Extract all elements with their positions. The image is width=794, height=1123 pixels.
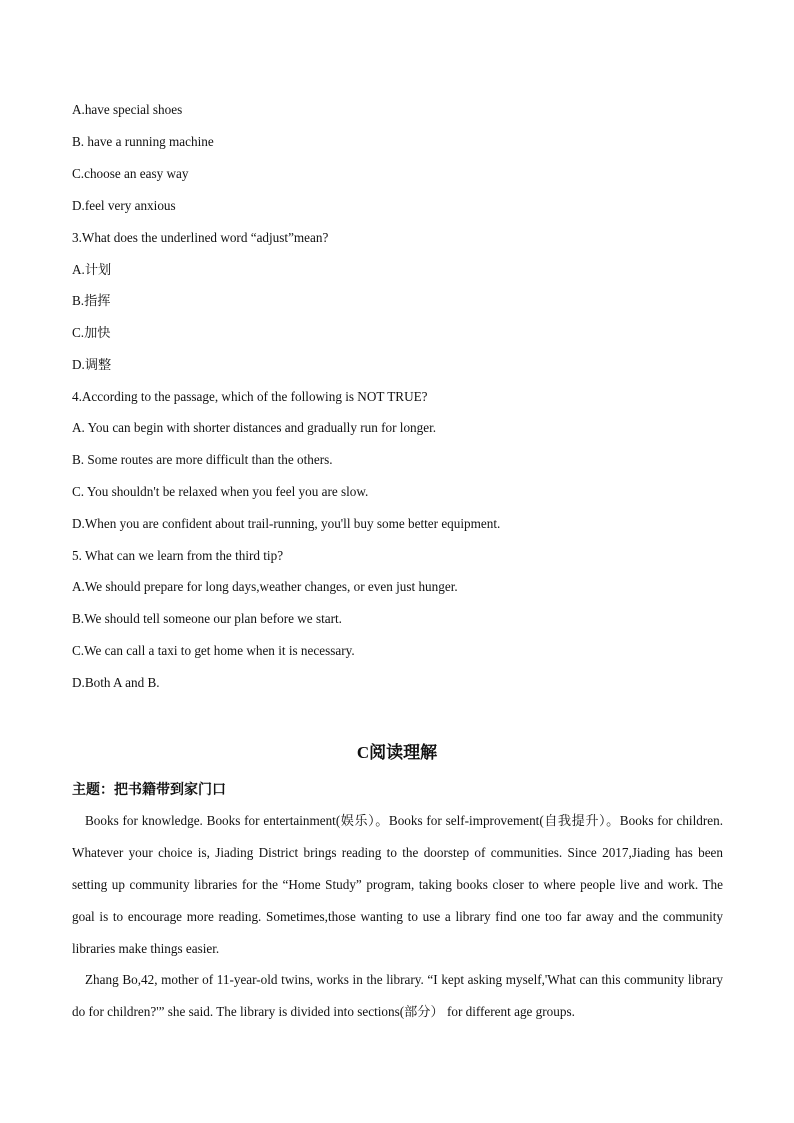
q3-option-b: B.指挥 [72, 293, 111, 308]
section-topic: 主题：把书籍带到家门口 [72, 782, 226, 798]
q3-question: 3.What does the underlined word “adjust”mean? [72, 230, 329, 245]
q5-option-b: B.We should tell someone our plan before we start. [72, 611, 342, 626]
q5-option-c: C.We can call a taxi to get home when it is necessary. [72, 643, 355, 658]
q3-option-d: D.调整 [72, 357, 112, 372]
paragraph-2: Zhang Bo,42, mother of 11-year-old twins, works in the library. “I kept asking myself,'What can this community library do for children?'” she said. The library is divided into sections(部分） for different age groups. [72, 972, 723, 1019]
q3-option-a: A.计划 [72, 262, 112, 277]
q4-question: 4.According to the passage, which of the following is NOT TRUE? [72, 389, 428, 404]
paragraph-1: Books for knowledge. Books for entertainment(娱乐）。Books for self-improvement(自我提升）。Books for children. Whatever your choice is, Jiading District brings reading to the doorstep of communities. Since 2017,Jiading has been setting up community libraries for the “Home Study” program, taking books closer to where people live and work. The goal is to encourage more reading. Sometimes,those wanting to use a library find one too far away and the community libraries make things easier. [72, 813, 723, 956]
q2-option-c: C.choose an easy way [72, 166, 189, 181]
q3-option-c: C.加快 [72, 325, 111, 340]
q5-question: 5. What can we learn from the third tip? [72, 548, 284, 563]
q2-option-b: B. have a running machine [72, 134, 214, 149]
q5-option-d: D.Both A and B. [72, 675, 160, 690]
q4-option-b: B. Some routes are more difficult than the others. [72, 452, 333, 467]
q4-option-c: C. You shouldn't be relaxed when you feel you are slow. [72, 484, 369, 499]
section-title: C阅读理解 [356, 743, 438, 762]
q2-option-a: A.have special shoes [72, 102, 183, 117]
q4-option-d: D.When you are confident about trail-running, you'll buy some better equipment. [72, 516, 501, 531]
q5-option-a: A.We should prepare for long days,weather changes, or even just hunger. [72, 579, 458, 594]
q2-option-d: D.feel very anxious [72, 198, 176, 213]
q4-option-a: A. You can begin with shorter distances and gradually run for longer. [72, 420, 437, 435]
